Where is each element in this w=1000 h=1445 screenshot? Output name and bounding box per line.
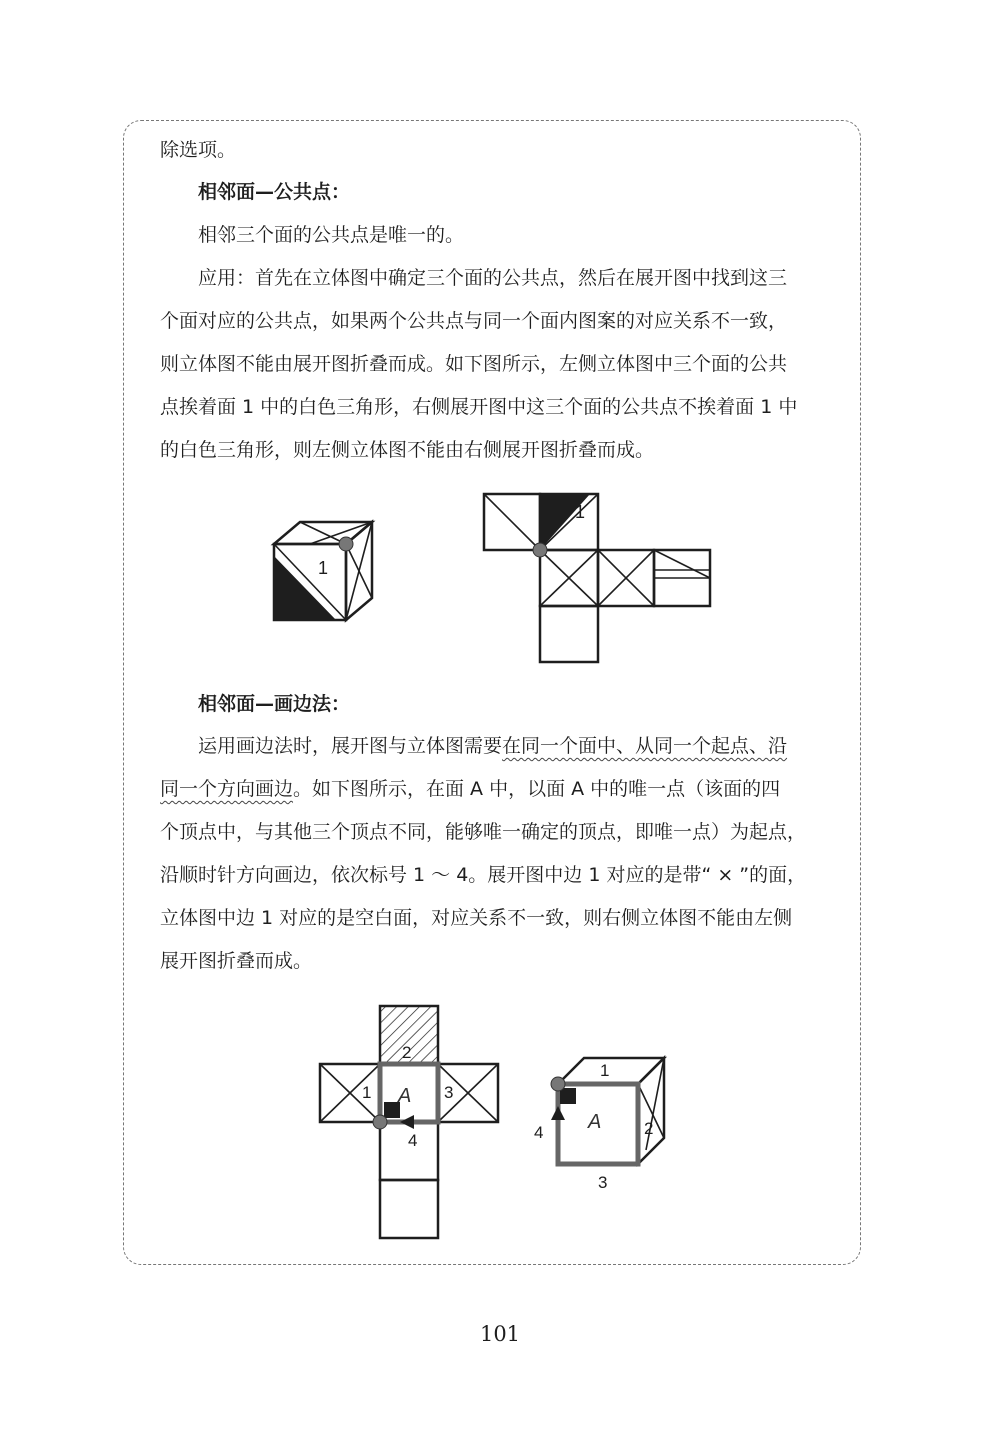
section2-line: 展开图折叠而成。 <box>160 950 313 972</box>
edge-label-3: 3 <box>598 1173 608 1192</box>
section1-rule: 相邻三个面的公共点是唯一的。 <box>198 224 465 246</box>
edge-label-1: 1 <box>600 1061 610 1080</box>
start-point-marker <box>551 1077 565 1091</box>
cube-figure-1 <box>270 518 380 628</box>
edge-label-2: 2 <box>402 1043 412 1062</box>
section1-line: 应用：首先在立体图中确定三个面的公共点，然后在展开图中找到这三 <box>198 267 788 289</box>
arrow-icon <box>551 1106 565 1120</box>
edge-label-4: 4 <box>408 1131 418 1150</box>
arrow-icon <box>400 1115 414 1129</box>
section1-line: 的白色三角形，则左侧立体图不能由右侧展开图折叠而成。 <box>160 439 655 461</box>
section2-line <box>198 734 787 758</box>
face-a-label: A <box>398 1085 412 1107</box>
section1-line: 点挨着面 1 中的白色三角形，右侧展开图中这三个面的公共点不挨着面 1 中 <box>160 396 798 418</box>
section2-line: 沿顺时针方向画边，依次标号 1 ～ 4。展开图中边 1 对应的是带“ × ”的面， <box>160 864 807 886</box>
section2-text: 运用画边法时，展开图与立体图需要 <box>198 735 503 757</box>
section1-line: 个面对应的公共点，如果两个公共点与同一个面内图案的对应关系不一致， <box>160 310 788 332</box>
section2-text: 。如下图所示，在面 A 中，以面 A 中的唯一点（该面的四 <box>293 778 781 800</box>
section2-heading: 相邻面—画边法： <box>198 693 351 715</box>
section2-line: 立体图中边 1 对应的是空白面，对应关系不一致，则右侧立体图不能由左侧 <box>160 907 793 929</box>
edge-label-4: 4 <box>534 1123 544 1142</box>
section2-line <box>160 777 780 801</box>
net-figure-2 <box>316 1002 502 1242</box>
edge-label-1: 1 <box>362 1083 372 1102</box>
emphasis-text: 同一个方向画边 <box>160 778 294 800</box>
emphasis-text: 在同一个面中、从同一个起点、沿 <box>502 735 788 757</box>
cube-figure-2 <box>528 1052 668 1192</box>
net-face-label: 1 <box>575 502 586 522</box>
page-number: 101 <box>479 1322 521 1346</box>
face-a-label: A <box>588 1111 602 1133</box>
common-point-marker <box>339 537 353 551</box>
start-point-marker <box>373 1115 387 1129</box>
cube-face-label: 1 <box>318 558 329 578</box>
section1-line: 则立体图不能由展开图折叠而成。如下图所示，左侧立体图中三个面的公共 <box>160 353 788 375</box>
edge-label-3: 3 <box>444 1083 454 1102</box>
net-figure-1 <box>482 490 714 666</box>
section2-line: 个顶点中，与其他三个顶点不同，能够唯一确定的顶点，即唯一点）为起点， <box>160 821 807 843</box>
common-point-marker <box>533 543 547 557</box>
intro-text: 除选项。 <box>160 139 237 161</box>
section1-heading: 相邻面—公共点： <box>198 181 351 203</box>
edge-label-2: 2 <box>644 1119 654 1138</box>
unique-point-marker <box>560 1088 576 1104</box>
